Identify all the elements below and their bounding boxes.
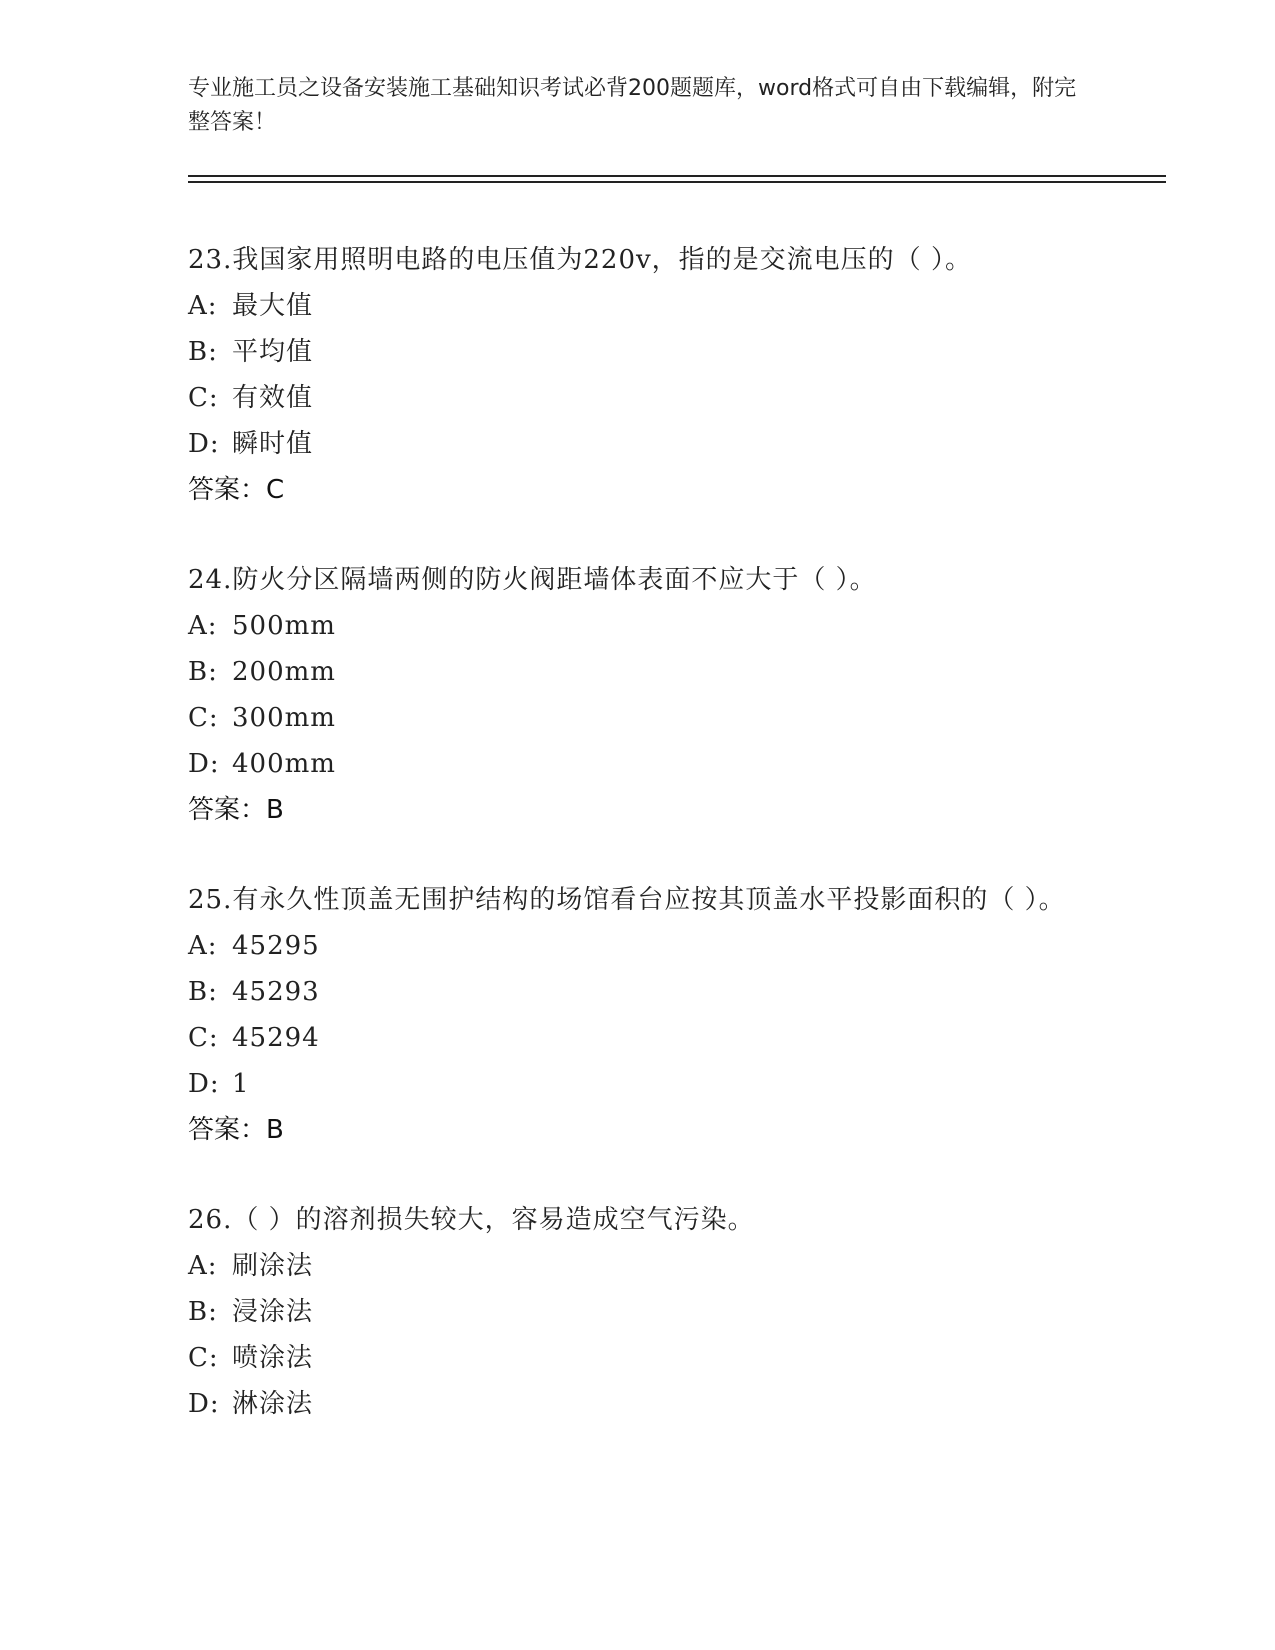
option-text: 最大值 — [232, 291, 314, 321]
option-text: 平均值 — [232, 337, 314, 367]
option-text: 刷涂法 — [232, 1251, 314, 1281]
option-d — [188, 421, 1088, 467]
option-key: B: — [188, 1297, 218, 1327]
option-key: A: — [188, 931, 218, 961]
answer-line: 答案：C — [188, 475, 285, 505]
question-text: （ ）的溶剂损失较大，容易造成空气污染。 — [232, 1205, 755, 1235]
option-key: C: — [188, 1023, 219, 1053]
option-b — [188, 1289, 1088, 1335]
option-key: D: — [188, 429, 220, 459]
question-list — [188, 237, 1088, 1471]
option-key: D: — [188, 1069, 220, 1099]
question-stem — [188, 237, 1088, 283]
question-stem — [188, 557, 1088, 603]
option-key: D: — [188, 749, 220, 779]
option-text: 瞬时值 — [232, 429, 314, 459]
answer-line: 答案：B — [188, 1115, 284, 1145]
option-text: 喷涂法 — [232, 1343, 314, 1373]
question-number: 23. — [188, 245, 233, 275]
header-divider-bottom — [188, 181, 1166, 183]
option-key: C: — [188, 703, 219, 733]
option-text: 淋涂法 — [232, 1389, 314, 1419]
option-key: C: — [188, 383, 219, 413]
option-d — [188, 741, 1088, 787]
option-a — [188, 923, 1088, 969]
question-number: 25. — [188, 885, 233, 915]
question-stem — [188, 877, 1088, 923]
option-text: 浸涂法 — [232, 1297, 314, 1327]
option-key: A: — [188, 611, 218, 641]
question-number: 24. — [188, 565, 233, 595]
question-24 — [188, 557, 1088, 833]
option-b — [188, 329, 1088, 375]
header-divider-top — [188, 175, 1166, 177]
option-text: 45293 — [232, 977, 320, 1007]
option-key: D: — [188, 1389, 220, 1419]
option-d — [188, 1381, 1088, 1427]
option-text: 300mm — [232, 703, 336, 733]
option-key: A: — [188, 1251, 218, 1281]
option-a — [188, 283, 1088, 329]
option-text: 500mm — [232, 611, 336, 641]
option-key: A: — [188, 291, 218, 321]
option-key: B: — [188, 657, 218, 687]
answer-line: 答案：B — [188, 795, 284, 825]
option-text: 45294 — [232, 1023, 320, 1053]
question-25 — [188, 877, 1088, 1153]
document-title: 专业施工员之设备安装施工基础知识考试必背200题题库，word格式可自由下载编辑，附完整答案！ — [188, 76, 1077, 135]
option-a — [188, 1243, 1088, 1289]
option-b — [188, 969, 1088, 1015]
document-header — [188, 72, 1088, 140]
option-c — [188, 375, 1088, 421]
option-key: B: — [188, 977, 218, 1007]
option-key: B: — [188, 337, 218, 367]
question-26 — [188, 1197, 1088, 1427]
option-text: 有效值 — [232, 383, 314, 413]
option-text: 1 — [232, 1069, 250, 1099]
option-text: 45295 — [232, 931, 320, 961]
question-number: 26. — [188, 1205, 233, 1235]
option-d — [188, 1061, 1088, 1107]
question-text: 我国家用照明电路的电压值为220v，指的是交流电压的（ ）。 — [232, 245, 972, 275]
option-c — [188, 1015, 1088, 1061]
option-key: C: — [188, 1343, 219, 1373]
option-a — [188, 603, 1088, 649]
question-text: 有永久性顶盖无围护结构的场馆看台应按其顶盖水平投影面积的（ ）。 — [232, 885, 1066, 915]
question-stem — [188, 1197, 1088, 1243]
option-text: 200mm — [232, 657, 336, 687]
option-text: 400mm — [232, 749, 336, 779]
option-c — [188, 1335, 1088, 1381]
option-c — [188, 695, 1088, 741]
question-text: 防火分区隔墙两侧的防火阀距墙体表面不应大于（ ）。 — [232, 565, 877, 595]
question-23 — [188, 237, 1088, 513]
option-b — [188, 649, 1088, 695]
